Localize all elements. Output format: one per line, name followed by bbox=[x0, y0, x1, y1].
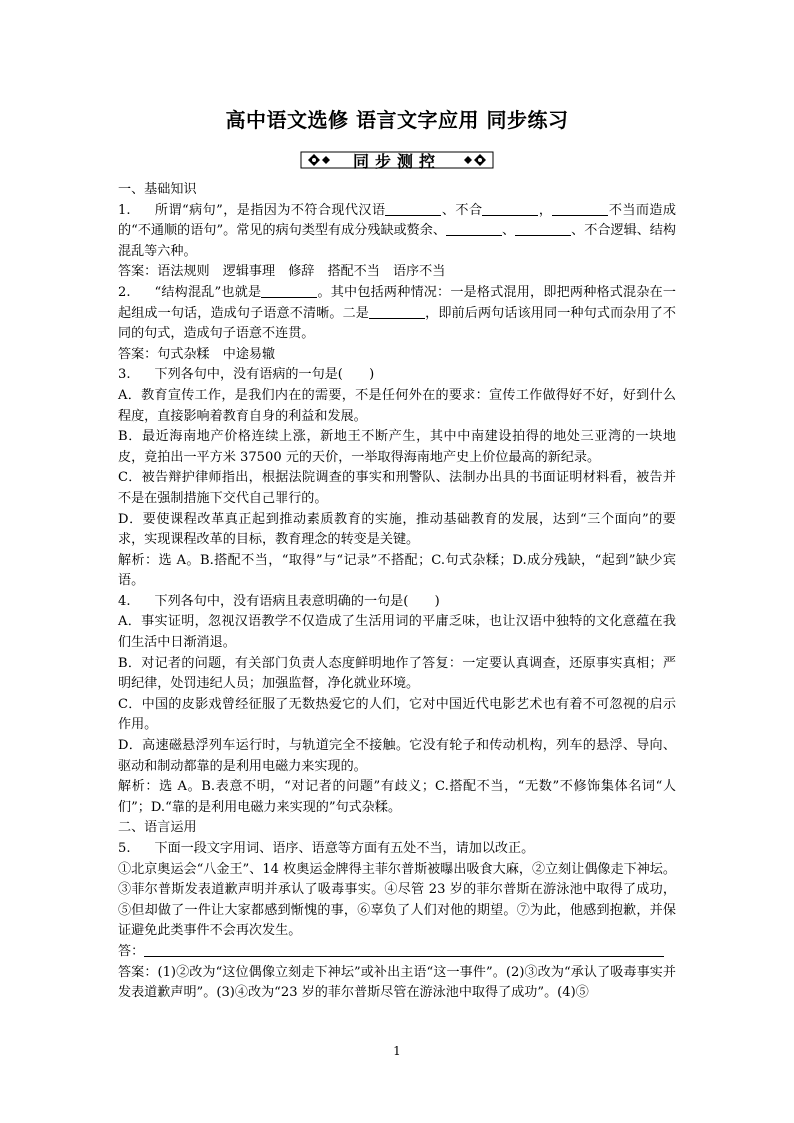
question-text: 。其中包括两种情况：一是格式混用，即把两种格式混杂在一起组成一句话，造成句子语意不清晰。二是 bbox=[118, 284, 677, 321]
answer-blank bbox=[482, 202, 538, 216]
banner-label: 同步测控 bbox=[352, 152, 441, 171]
question-5-answer: 答案：(1)②改为“这位偶像立刻走下神坛”或补出主语“这一事件”。(2)③改为“承认了吸毒事实并发表道歉声明”。(3)④改为“23 岁的菲尔普斯尽管在游泳池中取得了成功”。(4)⑤ bbox=[118, 964, 676, 1001]
question-number: 2. bbox=[118, 284, 131, 300]
question-3 bbox=[118, 365, 676, 386]
question-text: ， bbox=[538, 202, 553, 218]
page-title: 高中语文选修 语言文字应用 同步练习 bbox=[225, 108, 569, 132]
question-number: 4. bbox=[118, 593, 131, 609]
question-text: 、不合逻辑、结构混乱等六种。 bbox=[118, 223, 677, 259]
question-text: 所谓“病句”，是指因为不符合现代汉语 bbox=[154, 202, 386, 218]
answer-blank bbox=[446, 222, 502, 236]
question-5-answer-line bbox=[118, 942, 676, 963]
option-a: A．教育宣传工作，是我们内在的需要，不是任何外在的要求：宣传工作做得好不好，好到什么程度，直接影响着教育自身的利益和发展。 bbox=[118, 387, 676, 424]
question-number: 3. bbox=[118, 367, 131, 383]
question-2 bbox=[118, 283, 676, 345]
question-1 bbox=[118, 201, 676, 263]
answer-blank bbox=[144, 943, 664, 957]
question-2-answer: 答案：句式杂糅 中途易辙 bbox=[118, 346, 276, 362]
question-text: 、不合 bbox=[441, 202, 483, 218]
question-3-analysis: 解析：选 A。B.搭配不当，“取得”与“记录”不搭配；C.句式杂糅；D.成分残缺，“起到”缺少宾语。 bbox=[118, 552, 676, 589]
answer-blank bbox=[385, 202, 441, 216]
question-stem: 下面一段文字用词、语序、语意等方面有五处不当，请加以改正。 bbox=[154, 841, 535, 856]
question-5-passage: ①北京奥运会“八金王”、14 枚奥运金牌得主菲尔普斯被曝出吸食大麻，②立刻让偶像走下神坛。③菲尔普斯发表道歉声明并承认了吸毒事实。④尽管 23 岁的菲尔普斯在游泳池中取得了成功，⑤但却做了一件让大家都感到惭愧的事，⑥辜负了人们对他的期望。⑦为此，他感到抱歉，并保证避免此类事件不会再次发生。 bbox=[118, 861, 676, 939]
question-4-analysis: 解析：选 A。B.表意不明，“对记者的问题”有歧义；C.搭配不当，“无数”不修饰集体名词“人们”；D.“靠的是利用电磁力来实现的”句式杂糅。 bbox=[118, 779, 676, 815]
option-d: D．高速磁悬浮列车运行时，与轨道完全不接触。它没有轮子和传动机构，列车的悬浮、导向、驱动和制动都靠的是利用电磁力来实现的。 bbox=[118, 738, 676, 774]
question-1-answer: 答案：语法规则 逻辑事理 修辞 搭配不当 语序不当 bbox=[118, 264, 446, 280]
answer-blank bbox=[552, 202, 608, 216]
page-number: 1 bbox=[393, 1044, 401, 1058]
section-heading-usage: 二、语言运用 bbox=[118, 820, 197, 836]
answer-label: 答： bbox=[118, 943, 145, 959]
question-stem: 下列各句中，没有语病的一句是( ) bbox=[154, 367, 375, 383]
question-text: 、 bbox=[502, 223, 516, 239]
answer-blank bbox=[261, 284, 317, 298]
option-c: C．被告辩护律师指出，根据法院调查的事实和刑警队、法制办出具的书面证明材料看，被告并不是在强制措施下交代自己罪行的。 bbox=[118, 470, 676, 506]
question-number: 1. bbox=[118, 202, 131, 218]
document-body bbox=[118, 180, 676, 1004]
question-4 bbox=[118, 592, 676, 613]
section-heading-basic: 一、基础知识 bbox=[118, 182, 197, 197]
question-text: “结构混乱”也就是 bbox=[154, 284, 262, 300]
question-text: 不当而造成的“不通顺的语句”。常见的病句类型有成分残缺或赘余、 bbox=[118, 202, 677, 239]
option-b: B．对记者的问题，有关部门负责人态度鲜明地作了答复：一定要认真调查，还原事实真相；严明纪律，处罚违纪人员；加强监督，净化就业环境。 bbox=[118, 655, 676, 692]
question-text: ，即前后两句话该用同一种句式而杂用了不同的句式，造成句子语意不连贯。 bbox=[118, 305, 676, 342]
question-number: 5. bbox=[118, 841, 131, 856]
question-stem: 下列各句中，没有语病且表意明确的一句是( ) bbox=[154, 593, 440, 609]
question-5 bbox=[118, 839, 676, 860]
answer-blank bbox=[515, 222, 571, 236]
option-a: A．事实证明，忽视汉语教学不仅造成了生活用词的平庸乏味，也让汉语中独特的文化意蕴在我们生活中日渐消退。 bbox=[118, 614, 676, 651]
answer-blank bbox=[369, 305, 425, 319]
section-banner bbox=[300, 148, 494, 172]
option-d: D．要使课程改革真正起到推动素质教育的实施，推动基础教育的发展，达到“三个面向”的要求，实现课程改革的目标，教育理念的转变是关键。 bbox=[118, 511, 676, 548]
option-b: B．最近海南地产价格连续上涨，新地王不断产生，其中中南建设拍得的地处三亚湾的一块地皮，竟拍出一平方米 37500 元的天价，一举取得海南地产史上价位最高的新纪录。 bbox=[118, 429, 676, 465]
option-c: C．中国的皮影戏曾经征服了无数热爱它的人们，它对中国近代电影艺术也有着不可忽视的启示作用。 bbox=[118, 696, 676, 733]
